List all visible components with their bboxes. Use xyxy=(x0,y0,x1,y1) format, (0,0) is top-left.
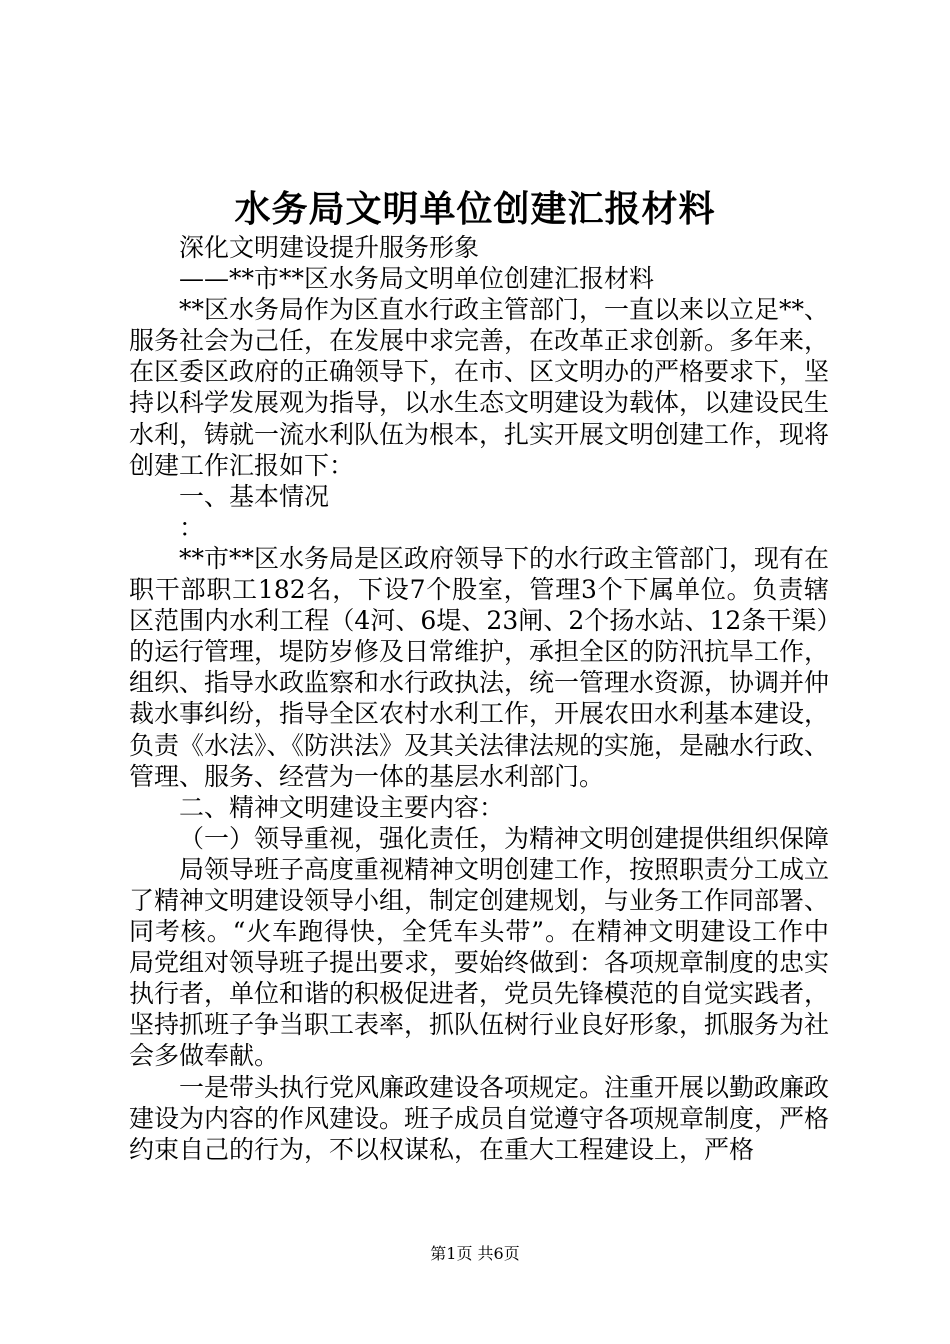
leadership-paragraph: 局领导班子高度重视精神文明创建工作，按照职责分工成立了精神文明建设领导小组，制定创建规划，与业务工作同部署、同考核。“火车跑得快，全凭车头带”。在精神文明建设工作中局党组对领导班子提出要求，要始终做到：各项规章制度的忠实执行者，单位和谐的积极促进者，党员先锋模范的自觉实践者，坚持抓班子争当职工表率，抓队伍树行业良好形象，抓服务为社会多做奉献。 xyxy=(129,854,830,1071)
subtitle-paragraph: 深化文明建设提升服务形象 xyxy=(179,233,480,262)
intro-paragraph: **区水务局作为区直水行政主管部门，一直以来以立足**、服务社会为己任，在发展中求完善，在改革正求创新。多年来，在区委区政府的正确领导下，在市、区文明办的严格要求下，坚持以科学发展观为指导，以水生态文明建设为载体，以建设民生水利，铸就一流水利队伍为根本，扎实开展文明创建工作，现将创建工作汇报如下： xyxy=(129,295,830,480)
document-body xyxy=(129,232,829,1165)
subtitle-line: ——**市**区水务局文明单位创建汇报材料 xyxy=(179,264,655,294)
item-one-paragraph: 一是带头执行党风廉政建设各项规定。注重开展以勤政廉政建设为内容的作风建设。班子成员自觉遵守各项规章制度，严格约束自己的行为，不以权谋私，在重大工程建设上，严格 xyxy=(129,1072,830,1164)
section-heading-content: 二、精神文明建设主要内容： xyxy=(179,792,505,822)
document-title: 水务局文明单位创建汇报材料 xyxy=(234,188,716,230)
subsection-heading-1: （一）领导重视，强化责任，为精神文明创建提供组织保障 xyxy=(179,823,830,853)
page-number-footer: 第1页 共6页 xyxy=(430,1244,520,1263)
colon-line: ： xyxy=(179,512,205,542)
basic-info-paragraph: **市**区水务局是区政府领导下的水行政主管部门，现有在职干部职工182名，下设7个股室，管理3个下属单位。负责辖区范围内水利工程（4河、6堤、23闸、2个扬水站、12条干渠）的运行管理，堤防岁修及日常维护，承担全区的防汛抗旱工作，组织、指导水政监察和水行政执法，统一管理水资源，协调并仲裁水事纠纷，指导全区农村水利工作，开展农田水利基本建设，负责《水法》、《防洪法》及其关法律法规的实施，是融水行政、管理、服务、经营为一体的基层水利部门。 xyxy=(129,543,830,791)
section-heading-basic: 一、基本情况 xyxy=(179,481,330,511)
